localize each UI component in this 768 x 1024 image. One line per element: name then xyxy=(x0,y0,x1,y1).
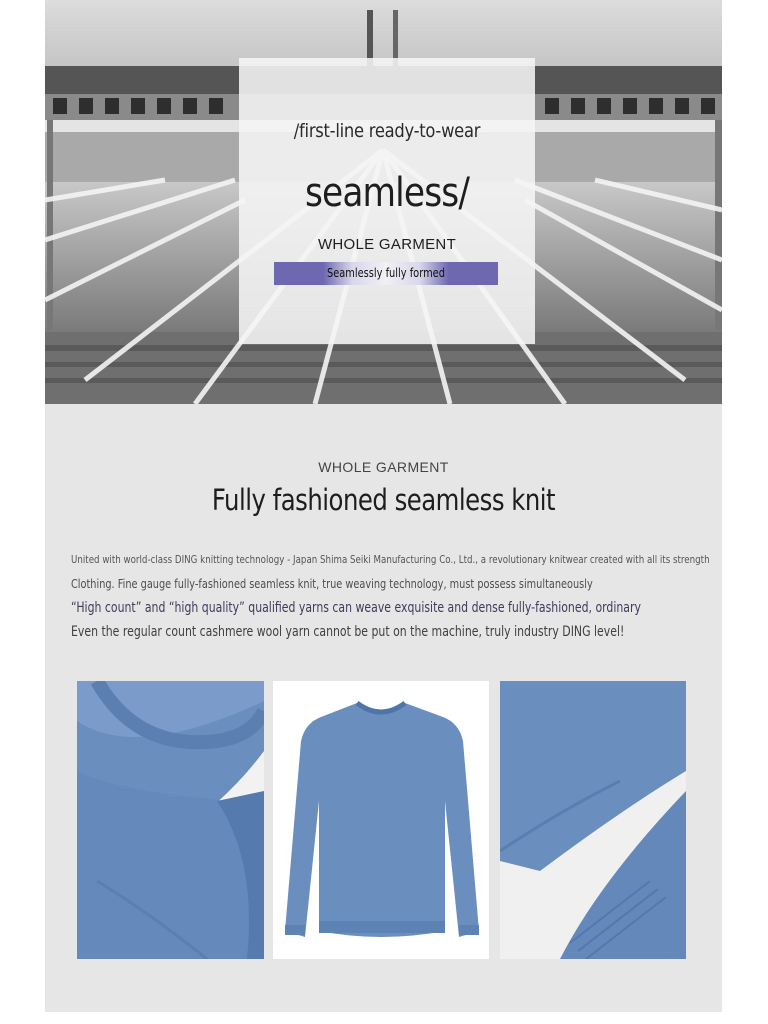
hero-text-card xyxy=(239,58,535,344)
section-eyebrow: WHOLE GARMENT xyxy=(318,459,449,475)
sweater-full-image xyxy=(273,681,489,959)
hero-kicker: /first-line ready-to-wear xyxy=(293,120,481,142)
description-line: Even the regular count cashmere wool yarn cannot be put on the machine, truly industry DING level! xyxy=(71,624,625,640)
hero-ribbon-label: Seamlessly fully formed xyxy=(326,266,446,280)
description-line: United with world-class DING knitting technology - Japan Shima Seiki Manufacturing Co., Ltd., a revolutionary knitwear created with all its strength xyxy=(71,553,710,566)
product-detail-page xyxy=(45,0,722,1012)
hero-title: seamless/ xyxy=(304,170,470,216)
description-line: “High count” and “high quality” qualified yarns can weave exquisite and dense fully-fashioned, ordinary xyxy=(71,600,641,616)
hero-ribbon xyxy=(274,262,498,285)
section-title: Fully fashioned seamless knit xyxy=(211,483,556,517)
hero-banner xyxy=(45,0,722,404)
description-line: Clothing. Fine gauge fully-fashioned seamless knit, true weaving technology, must possess simultaneously xyxy=(71,576,593,591)
sweater-cuff-closeup-image xyxy=(500,681,686,959)
hero-subtitle: WHOLE GARMENT xyxy=(317,236,457,253)
sweater-collar-closeup-image xyxy=(77,681,264,959)
